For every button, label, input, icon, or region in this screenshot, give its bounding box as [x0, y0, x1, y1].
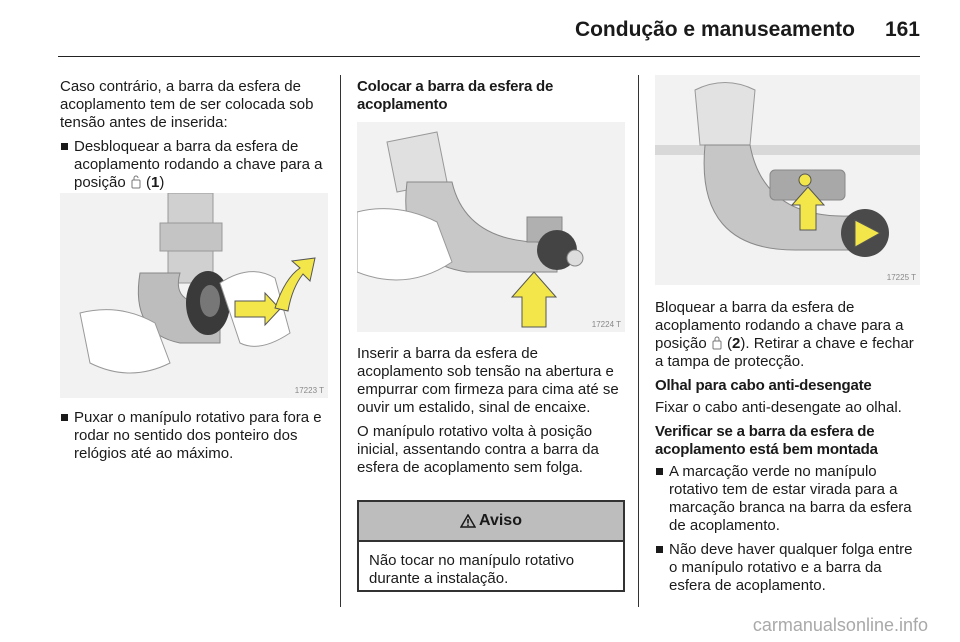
warning-box	[357, 500, 625, 592]
lock-paragraph-start: Bloquear a barra da esfera de acoplamento rodando a chave para a posição	[655, 299, 904, 352]
knob-return-paragraph: O manípulo rotativo volta à posição inicial, assentando contra a barra da esfera de acoplamento sem folga.	[357, 423, 599, 476]
figure-1-code: 17223 T	[294, 386, 324, 395]
figure-3-code: 17225 T	[886, 273, 916, 282]
figure-2-code: 17224 T	[591, 320, 621, 329]
header-rule	[58, 56, 920, 57]
column-divider-left	[340, 75, 341, 607]
column-2-text	[357, 345, 625, 483]
key-position-1: 1	[151, 174, 160, 191]
column-3-text	[655, 299, 923, 601]
lock-paragraph-end: . Retirar a chave e fechar a tampa de protecção.	[655, 335, 914, 370]
eyelet-paragraph: Fixar o cabo anti-desengate ao olhal.	[655, 399, 902, 416]
section-heading-check: Verificar se a barra da esfera de acoplamento está bem montada	[655, 423, 878, 458]
towbar-lock-drawing	[655, 75, 920, 285]
column-1	[60, 78, 328, 198]
insert-paragraph: Inserir a barra da esfera de acoplamento sob tensão na abertura e empurrar com firmeza para cima até se ouvir um estalido, sinal de encaixe.	[357, 345, 619, 416]
key-position-2: 2	[732, 335, 741, 352]
column-divider-right	[638, 75, 639, 607]
lock-paragraph: Bloquear a barra da esfera de acoplamento rodando a chave para a posição (2). Retirar a chave e fechar a tampa de protecção.	[655, 299, 914, 370]
column-1-bottom	[60, 409, 328, 469]
section-heading-insert: Colocar a barra da esfera de acoplamento	[357, 78, 554, 113]
key-lock-icon	[712, 336, 722, 350]
bullet-green-mark: A marcação verde no manípulo rotativo tem de estar virada para a marcação branca na barra da esfera de acoplamento.	[655, 463, 923, 535]
warning-triangle-icon	[460, 514, 476, 528]
figure-insert-illustration	[357, 122, 625, 332]
figure-lock-illustration	[655, 75, 920, 285]
page-header-title: Condução e manuseamento	[574, 18, 855, 41]
figure-unlock-illustration	[60, 193, 328, 398]
bullet-no-play: Não deve haver qualquer folga entre o manípulo rotativo e a barra da esfera de acoplamento.	[655, 541, 923, 595]
warning-title: Aviso	[479, 512, 522, 529]
section-heading-eyelet: Olhal para cabo anti-desengate	[655, 377, 872, 394]
column-2	[357, 78, 625, 118]
bullet-pull-knob: Puxar o manípulo rotativo para fora e rodar no sentido dos ponteiro dos relógios até ao máximo.	[60, 409, 328, 463]
page-number: 161	[884, 18, 920, 41]
watermark: carmanualsonline.info	[752, 615, 928, 635]
towbar-insert-drawing	[357, 122, 625, 332]
intro-paragraph: Caso contrário, a barra da esfera de acoplamento tem de ser colocada sob tensão antes de inserida:	[60, 78, 314, 131]
warning-header	[359, 502, 623, 542]
warning-text: Não tocar no manípulo rotativo durante a instalação.	[369, 552, 575, 587]
bullet-unlock-text: Desbloquear a barra da esfera de acoplamento rodando a chave para a posição	[74, 138, 323, 191]
towbar-unlock-drawing	[60, 193, 328, 398]
bullet-unlock: Desbloquear a barra da esfera de acoplamento rodando a chave para a posição (1)	[60, 138, 328, 192]
key-unlock-icon	[131, 175, 141, 189]
